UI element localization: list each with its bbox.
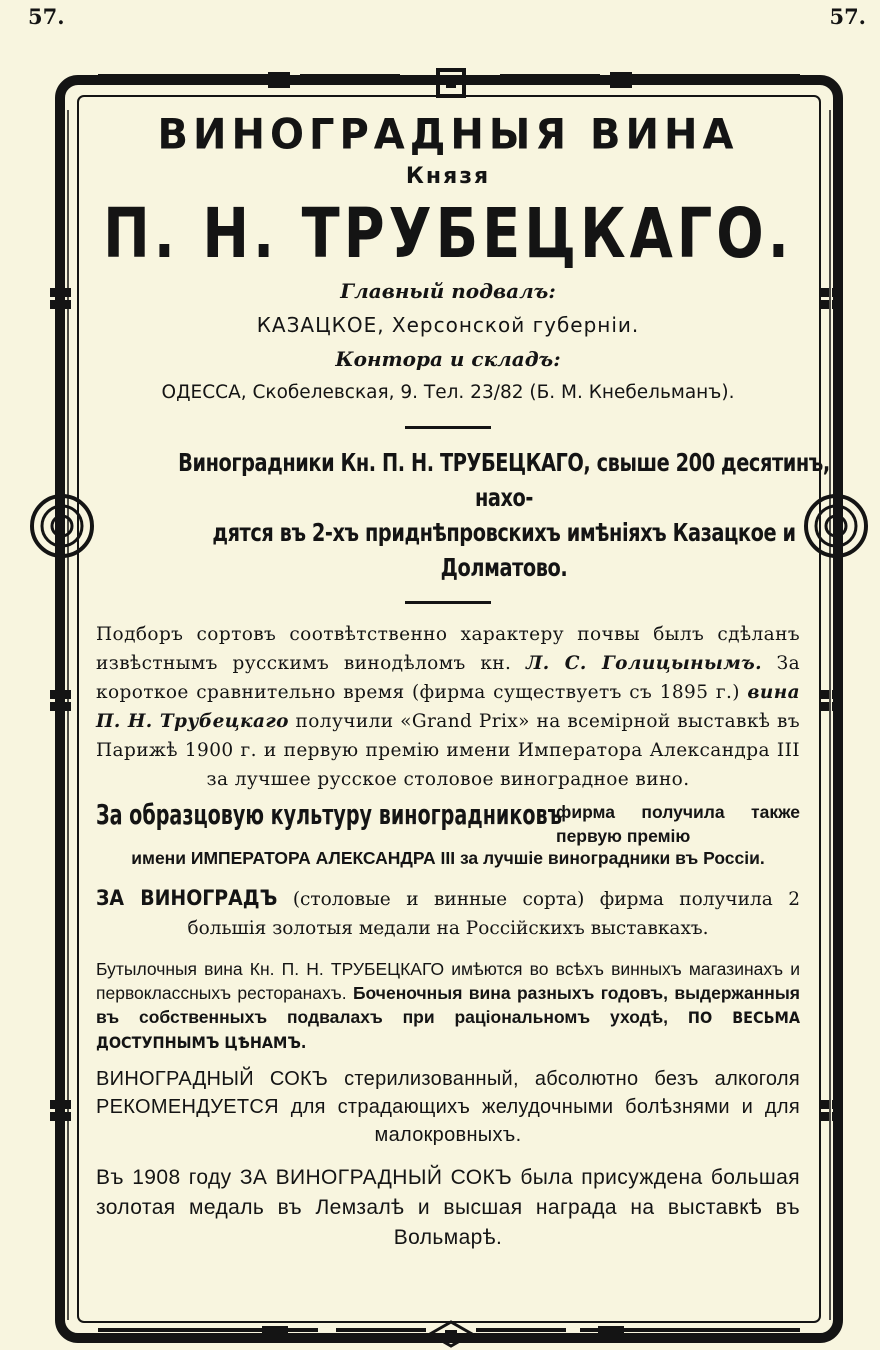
juice-paragraph: ВИНОГРАДНЫЙ СОКЪ стерилизованный, абсолютно безъ алкоголя РЕКОМЕНДУЕТСЯ для страдающихъ желудочными болѣзнями и для малокровныхъ. (96, 1068, 800, 1146)
culture-continuation: имени ИМПЕРАТОРА АЛЕКСАНДРА III за лучшіе виноградники въ Россіи. (131, 848, 765, 868)
bottled-prices: ПО ВЕСЬМА ДОСТУПНЫМЪ ЦѢНАМЪ. (96, 1008, 801, 1052)
top-ornament (98, 70, 800, 96)
award-1908-paragraph: Въ 1908 году ЗА ВИНОГРАДНЫЙ СОКЪ была присуждена большая золотая медаль въ Лемзалѣ и высшая награда на выставкѣ въ Вольмарѣ. (96, 1166, 800, 1249)
history-paragraph (96, 620, 800, 794)
history-text-c: получили «Grand Prix» на всемірной выставкѣ въ Парижѣ 1900 г. и первую премію имени Императора Александра III за лучшее русское столовое виноградное вино. (96, 711, 800, 790)
cellar-caption: Главный подвалъ: (340, 279, 556, 303)
title-line1: ВИНОГРАДНЫЯ ВИНА (157, 110, 739, 160)
office-address: ОДЕССА, Скобелевская, 9. Тел. 23/82 (Б. М. Кнебельманъ). (161, 382, 735, 403)
divider-rule (405, 601, 491, 604)
bottled-paragraph (96, 957, 800, 1055)
golitsyn-name: Л. С. Голицынымъ. (525, 653, 762, 674)
cellar-place: КАЗАЦКОЕ, Херсонской губерніи. (256, 313, 640, 337)
page-number-left: 57. (28, 4, 65, 29)
culture-headline: За образцовую культуру виноградниковъ (96, 798, 562, 831)
history-text-a: Подборъ сортовъ соотвѣтственно характеру почвы былъ сдѣланъ извѣстнымъ русскимъ винодѣломъ кн. (96, 624, 800, 674)
advertisement-body (96, 110, 830, 1253)
divider-rule (405, 426, 491, 429)
vineyards-line1: Виноградники Кн. П. Н. ТРУБЕЦКАГО, свыше 200 десятинъ, нахо- (178, 448, 830, 512)
culture-block (96, 800, 800, 848)
vineyards-line2: дятся въ 2-хъ приднѣпровскихъ имѣніяхъ Казацкое и Долматово. (212, 518, 796, 582)
office-caption: Контора и складъ: (335, 347, 561, 371)
title-line3: П. Н. ТРУБЕЦКАГО. (103, 193, 793, 274)
page-number-right: 57. (829, 4, 866, 29)
history-text-b: За короткое сравнительно время (фирма существуетъ съ 1895 г.) (96, 653, 800, 703)
bottled-text: Бутылочныя вина Кн. П. Н. ТРУБЕЦКАГО имѣются во всѣхъ винныхъ магазинахъ и первоклассныхъ ресторанахъ. (96, 959, 800, 1003)
culture-side-text: фирма получила также первую премію (556, 802, 800, 846)
grapes-text: (столовые и винные сорта) фирма получила 2 большія золотыя медали на Россійскихъ выставкахъ. (187, 889, 800, 939)
bottled-bold: Боченочныя вина разныхъ годовъ, выдержанныя въ собственныхъ подвалахъ при раціональномъ уходѣ, (96, 983, 801, 1027)
grapes-lead: ЗА ВИНОГРАДЪ (96, 886, 278, 910)
grapes-paragraph (96, 884, 800, 943)
title-line2: Князя (405, 164, 491, 189)
trubetskoy-wine: вина П. Н. Трубецкаго (96, 682, 801, 732)
